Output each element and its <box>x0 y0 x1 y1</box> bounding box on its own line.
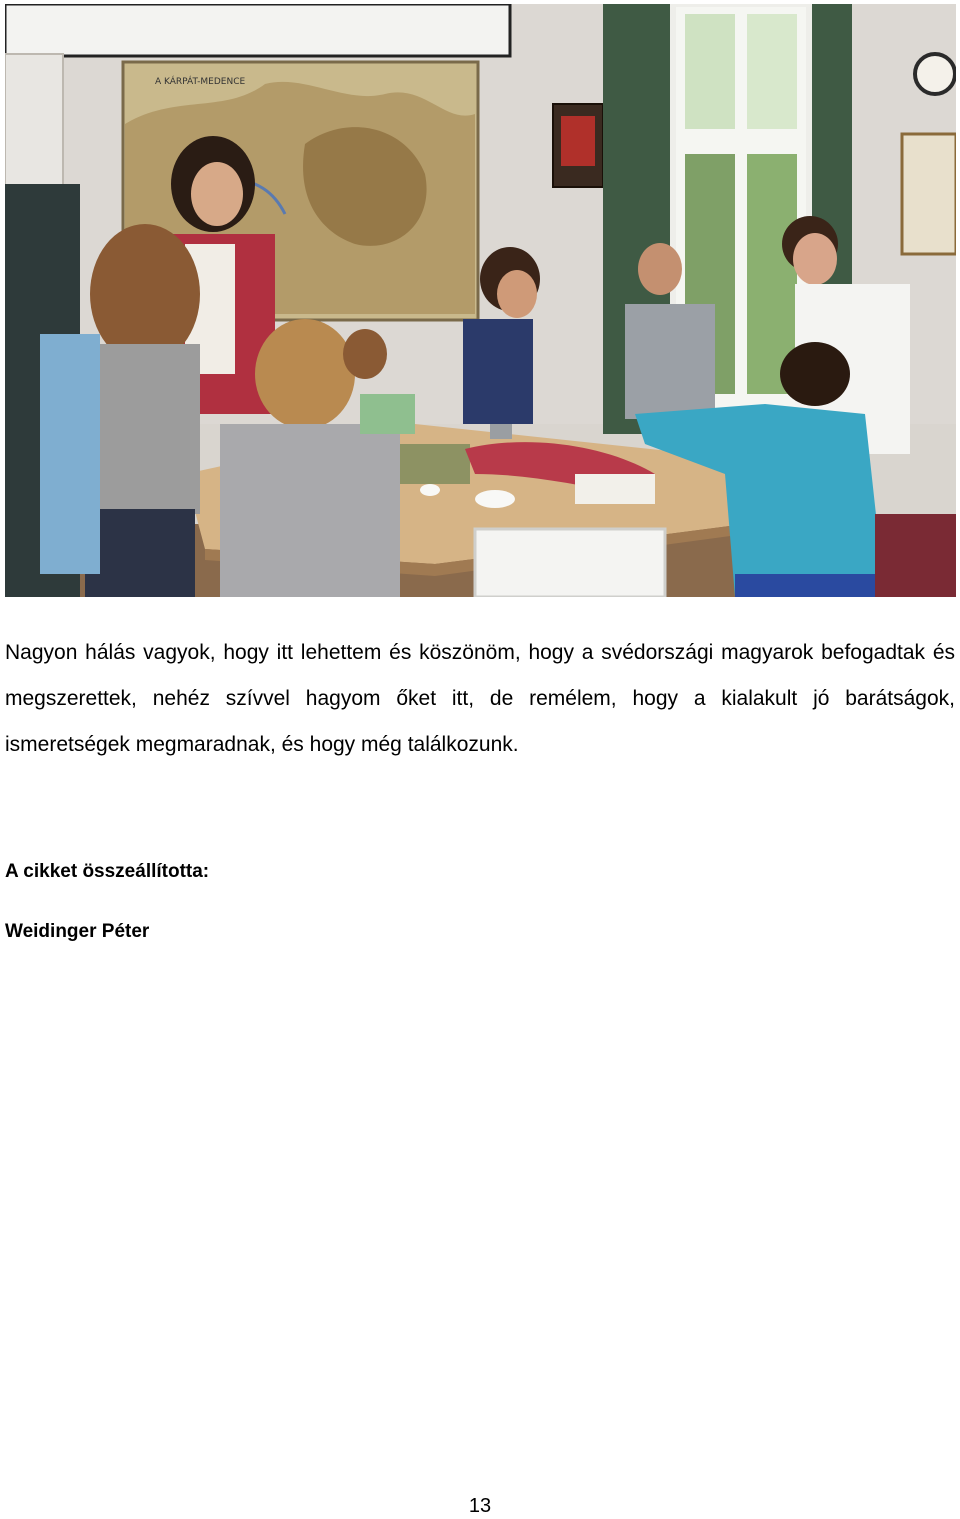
wall-clock <box>915 54 955 94</box>
classroom-photo <box>5 4 956 597</box>
credit-label: A cikket összeállította: <box>5 861 210 882</box>
chair <box>475 529 665 597</box>
credit-name: Weidinger Péter <box>5 921 150 942</box>
page-number: 13 <box>468 1495 492 1517</box>
article-paragraph: Nagyon hálás vagyok, hogy itt lehettem és köszönöm, hogy a svédországi magyarok befogadtak és megszerettek, nehéz szívvel hagyom őket itt, de remélem, hogy a kialakult jó barátságok, ismeretségek megmaradnak, és hogy még találkozunk. <box>5 641 955 756</box>
map-title: A KÁRPÁT-MEDENCE <box>155 77 246 87</box>
